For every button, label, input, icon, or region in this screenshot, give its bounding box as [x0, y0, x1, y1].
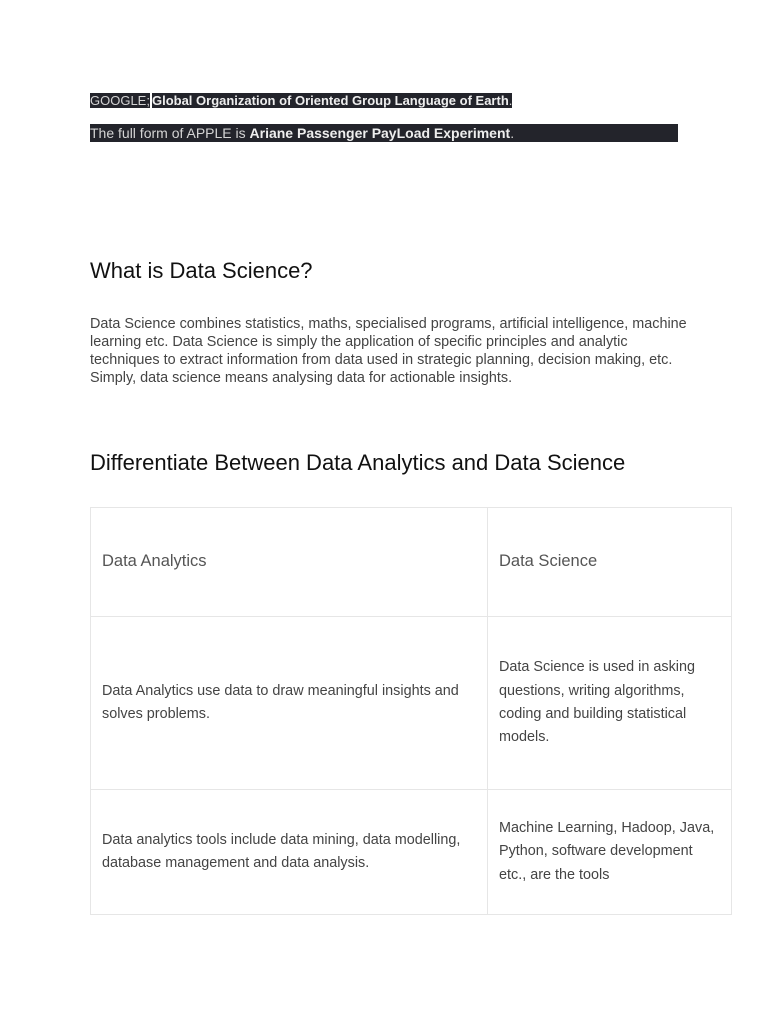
google-acronym-line: [90, 92, 512, 110]
google-full-form: Global Organization of Oriented Group Language of Earth: [151, 93, 509, 108]
apple-end: .: [510, 125, 515, 141]
section-heading-differentiate: Differentiate Between Data Analytics and Data Science: [90, 450, 626, 475]
data-science-paragraph: Data Science combines statistics, maths, specialised programs, artificial intelligence, machine learning etc. Data Science is simply the application of specific principles and analytic techniques to extract information from data used in strategic planning, decision making, etc. Simply, data science means analysing data for actionable insights.: [90, 316, 687, 386]
table-cell: Machine Learning, Hadoop, Java, Python, software development etc., are the tools: [488, 790, 732, 915]
table-cell: Data analytics tools include data mining, data modelling, database management and data analysis.: [91, 790, 488, 915]
apple-acronym-line: [90, 124, 678, 142]
apple-full-form: Ariane Passenger PayLoad Experiment: [249, 125, 511, 141]
table-header-row: [91, 508, 732, 617]
table-header-cell: Data Analytics: [91, 508, 488, 617]
google-prefix: GOOGLE;: [90, 93, 150, 108]
google-end: .: [508, 93, 513, 108]
table-cell: Data Analytics use data to draw meaningful insights and solves problems.: [91, 617, 488, 790]
section-heading-what-is-data-science: What is Data Science?: [90, 258, 313, 283]
apple-prefix: The full form of APPLE is: [90, 125, 250, 141]
table-header-cell: Data Science: [488, 508, 732, 617]
table-row: [91, 790, 732, 915]
comparison-table: [90, 507, 732, 915]
table-cell: Data Science is used in asking questions, writing algorithms, coding and building statistical models.: [488, 617, 732, 790]
table-row: [91, 617, 732, 790]
